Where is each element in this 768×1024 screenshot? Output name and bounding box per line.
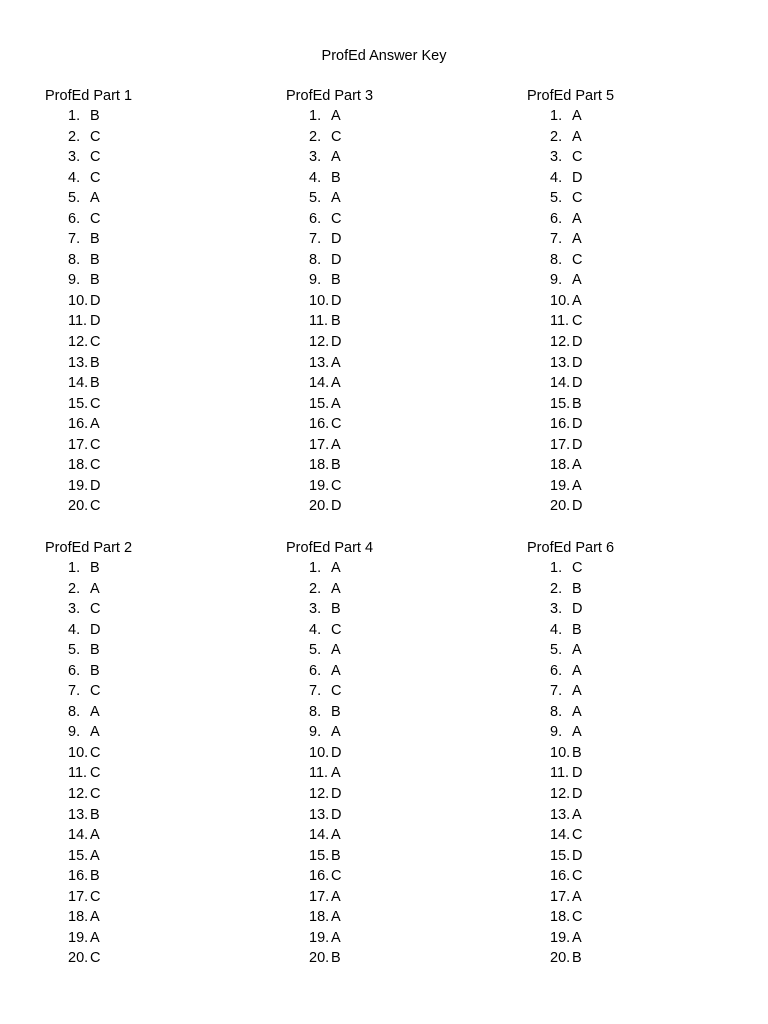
answer-section-part-1: [45, 86, 245, 517]
page-title: ProfEd Answer Key: [321, 48, 447, 64]
answer-letter: B: [572, 580, 582, 597]
answer-letter: C: [90, 457, 101, 474]
answer-row: 6. A: [527, 209, 727, 230]
answer-letter: C: [90, 683, 101, 700]
answer-letter: A: [331, 662, 341, 679]
answer-row: 14. A: [286, 373, 486, 394]
answer-letter: A: [572, 683, 582, 700]
answer-row: 11. B: [286, 311, 486, 332]
answer-section-part-5: [527, 86, 727, 517]
answer-row: 11. D: [527, 763, 727, 784]
answer-row: 9. A: [527, 722, 727, 743]
answer-letter: A: [90, 929, 100, 946]
answer-letter: D: [572, 416, 583, 433]
answer-row: 15. C: [45, 394, 245, 415]
answer-letter: D: [572, 847, 583, 864]
answer-row: 3. C: [45, 147, 245, 168]
answer-row: 8. B: [45, 250, 245, 271]
answer-letter: A: [331, 642, 341, 659]
answer-letter: C: [90, 498, 101, 515]
answer-letter: D: [331, 786, 342, 803]
answer-letter: B: [90, 642, 100, 659]
answer-letter: C: [90, 744, 101, 761]
answer-letter: D: [331, 806, 342, 823]
answer-letter: A: [572, 292, 582, 309]
answer-row: 18. A: [527, 455, 727, 476]
answer-letter: A: [331, 909, 341, 926]
answer-letter: A: [331, 888, 341, 905]
answer-row: 1. B: [45, 558, 245, 579]
answer-row: 9. A: [527, 270, 727, 291]
answer-letter: D: [572, 765, 583, 782]
answer-letter: A: [572, 210, 582, 227]
answer-row: 15. A: [286, 394, 486, 415]
answer-letter: B: [331, 950, 341, 967]
answer-row: 6. B: [45, 661, 245, 682]
answer-letter: A: [90, 827, 100, 844]
answer-row: 1. C: [527, 558, 727, 579]
answer-row: 15. D: [527, 846, 727, 867]
answer-letter: B: [331, 169, 341, 186]
section-title: ProfEd Part 3: [286, 88, 374, 104]
answer-row: 5. A: [286, 640, 486, 661]
answer-row: 8. A: [45, 702, 245, 723]
answer-letter: B: [90, 251, 100, 268]
answer-row: 9. A: [286, 722, 486, 743]
answer-letter: B: [572, 950, 582, 967]
answer-row: 13. D: [286, 805, 486, 826]
answer-letter: C: [331, 868, 342, 885]
answer-letter: D: [572, 375, 583, 392]
answer-letter: A: [90, 847, 100, 864]
answer-letter: C: [90, 395, 101, 412]
section-title: ProfEd Part 1: [45, 88, 133, 104]
section-title: ProfEd Part 6: [527, 540, 615, 556]
answer-row: 17. A: [286, 435, 486, 456]
answer-letter: C: [90, 334, 101, 351]
answer-letter: A: [331, 827, 341, 844]
answer-letter: C: [331, 416, 342, 433]
answer-list: [527, 106, 727, 517]
answer-letter: D: [90, 621, 101, 638]
answer-row: 18. C: [45, 455, 245, 476]
answer-row: 19. C: [286, 476, 486, 497]
answer-row: 10. C: [45, 743, 245, 764]
answer-letter: C: [572, 909, 583, 926]
answer-letter: C: [90, 765, 101, 782]
answer-list: [527, 558, 727, 969]
answer-letter: B: [331, 313, 341, 330]
answer-letter: D: [90, 292, 101, 309]
section-title: ProfEd Part 2: [45, 540, 133, 556]
answer-row: 16. C: [286, 414, 486, 435]
answer-letter: A: [572, 662, 582, 679]
answer-row: 19. D: [45, 476, 245, 497]
answer-row: 19. A: [45, 928, 245, 949]
answer-row: 14. B: [45, 373, 245, 394]
answer-row: 16. C: [286, 866, 486, 887]
answer-row: 15. A: [45, 846, 245, 867]
answer-row: 15. B: [286, 846, 486, 867]
answer-row: 2. A: [527, 127, 727, 148]
answer-section-part-4: [286, 538, 486, 969]
answer-row: 2. B: [527, 579, 727, 600]
answer-row: 1. A: [286, 106, 486, 127]
answer-row: 5. C: [527, 188, 727, 209]
answer-row: 9. A: [45, 722, 245, 743]
answer-letter: C: [572, 190, 583, 207]
answer-list: [45, 558, 245, 969]
answer-row: 6. C: [45, 209, 245, 230]
answer-letter: D: [331, 292, 342, 309]
answer-letter: A: [90, 580, 100, 597]
answer-row: 19. A: [527, 928, 727, 949]
answer-row: 5. A: [527, 640, 727, 661]
answer-row: 4. C: [45, 168, 245, 189]
answer-letter: B: [331, 457, 341, 474]
answer-section-part-6: [527, 538, 727, 969]
answer-letter: D: [572, 334, 583, 351]
answer-letter: D: [331, 498, 342, 515]
answer-letter: D: [572, 786, 583, 803]
answer-letter: D: [331, 251, 342, 268]
answer-row: 8. C: [527, 250, 727, 271]
answer-letter: A: [331, 765, 341, 782]
answer-list: [286, 558, 486, 969]
answer-letter: C: [90, 601, 101, 618]
answer-row: 17. A: [286, 887, 486, 908]
answer-row: 13. D: [527, 353, 727, 374]
answer-letter: B: [572, 744, 582, 761]
answer-letter: D: [90, 477, 101, 494]
answer-row: 19. A: [527, 476, 727, 497]
answer-letter: D: [572, 354, 583, 371]
answer-row: 20. B: [286, 948, 486, 969]
answer-row: 14. A: [45, 825, 245, 846]
answer-letter: A: [572, 457, 582, 474]
answer-letter: C: [331, 621, 342, 638]
answer-letter: B: [572, 621, 582, 638]
answer-row: 10. D: [45, 291, 245, 312]
answer-letter: A: [90, 909, 100, 926]
answer-row: 10. A: [527, 291, 727, 312]
answer-letter: B: [90, 662, 100, 679]
answer-letter: A: [572, 724, 582, 741]
answer-row: 3. C: [527, 147, 727, 168]
answer-row: 1. A: [286, 558, 486, 579]
answer-letter: C: [572, 313, 583, 330]
answer-letter: D: [572, 169, 583, 186]
answer-row: 7. C: [286, 681, 486, 702]
answer-letter: B: [90, 108, 100, 124]
answer-letter: A: [331, 354, 341, 371]
answer-letter: C: [90, 950, 101, 967]
answer-letter: B: [90, 560, 100, 576]
answer-row: 4. D: [527, 168, 727, 189]
answer-row: 16. B: [45, 866, 245, 887]
answer-letter: A: [90, 416, 100, 433]
answer-row: 19. A: [286, 928, 486, 949]
answer-row: 17. C: [45, 435, 245, 456]
answer-row: 7. B: [45, 229, 245, 250]
answer-letter: B: [90, 806, 100, 823]
answer-row: 5. A: [45, 188, 245, 209]
answer-row: 17. C: [45, 887, 245, 908]
answer-letter: A: [331, 108, 341, 124]
answer-letter: D: [90, 313, 101, 330]
answer-row: 7. A: [527, 229, 727, 250]
answer-row: 10. D: [286, 291, 486, 312]
answer-letter: A: [90, 724, 100, 741]
answer-letter: B: [90, 354, 100, 371]
answer-letter: D: [572, 601, 583, 618]
answer-letter: A: [572, 108, 582, 124]
answer-row: 18. C: [527, 907, 727, 928]
answer-row: 16. C: [527, 866, 727, 887]
answer-letter: A: [572, 477, 582, 494]
answer-letter: A: [331, 375, 341, 392]
answer-letter: B: [331, 601, 341, 618]
answer-row: 7. C: [45, 681, 245, 702]
answer-letter: B: [90, 231, 100, 248]
answer-row: 12. D: [286, 784, 486, 805]
answer-letter: C: [572, 827, 583, 844]
answer-letter: C: [331, 477, 342, 494]
answer-row: 6. A: [527, 661, 727, 682]
answer-letter: A: [572, 929, 582, 946]
answer-row: 6. A: [286, 661, 486, 682]
answer-row: 12. C: [45, 332, 245, 353]
answer-letter: A: [331, 190, 341, 207]
answer-letter: A: [572, 806, 582, 823]
answer-row: 4. C: [286, 620, 486, 641]
answer-row: 4. D: [45, 620, 245, 641]
answer-letter: A: [331, 395, 341, 412]
answer-row: 12. C: [45, 784, 245, 805]
answer-row: 11. C: [527, 311, 727, 332]
answer-letter: C: [331, 210, 342, 227]
answer-row: 9. B: [286, 270, 486, 291]
answer-row: 3. A: [286, 147, 486, 168]
answer-letter: B: [90, 375, 100, 392]
answer-row: 12. D: [527, 332, 727, 353]
answer-letter: C: [331, 683, 342, 700]
answer-row: 13. B: [45, 353, 245, 374]
answer-row: 2. A: [286, 579, 486, 600]
answer-letter: C: [90, 149, 101, 166]
answer-letter: A: [331, 560, 341, 576]
answer-row: 5. B: [45, 640, 245, 661]
answer-letter: A: [331, 580, 341, 597]
answer-row: 8. A: [527, 702, 727, 723]
answer-letter: A: [572, 128, 582, 145]
answer-row: 10. D: [286, 743, 486, 764]
answer-letter: C: [572, 149, 583, 166]
answer-letter: B: [331, 703, 341, 720]
answer-row: 13. A: [527, 805, 727, 826]
answer-letter: A: [90, 190, 100, 207]
answer-row: 11. D: [45, 311, 245, 332]
answer-list: [286, 106, 486, 517]
answer-letter: B: [331, 272, 341, 289]
answer-letter: A: [331, 929, 341, 946]
answer-letter: A: [572, 272, 582, 289]
answer-row: 20. C: [45, 496, 245, 517]
answer-row: 3. B: [286, 599, 486, 620]
answer-row: 7. D: [286, 229, 486, 250]
answer-letter: B: [90, 868, 100, 885]
answer-row: 10. B: [527, 743, 727, 764]
answer-row: 2. A: [45, 579, 245, 600]
answer-row: 20. D: [286, 496, 486, 517]
answer-row: 8. B: [286, 702, 486, 723]
answer-letter: C: [90, 210, 101, 227]
answer-list: [45, 106, 245, 517]
answer-letter: D: [331, 231, 342, 248]
answer-row: 2. C: [45, 127, 245, 148]
answer-row: 17. A: [527, 887, 727, 908]
answer-letter: A: [331, 149, 341, 166]
answer-letter: A: [90, 703, 100, 720]
answer-row: 7. A: [527, 681, 727, 702]
answer-letter: C: [331, 128, 342, 145]
answer-letter: B: [90, 272, 100, 289]
answer-row: 4. B: [286, 168, 486, 189]
answer-letter: A: [572, 231, 582, 248]
answer-letter: A: [331, 724, 341, 741]
answer-row: 2. C: [286, 127, 486, 148]
answer-letter: C: [572, 868, 583, 885]
answer-row: 1. B: [45, 106, 245, 127]
answer-section-part-3: [286, 86, 486, 517]
section-title: ProfEd Part 5: [527, 88, 615, 104]
answer-row: 16. A: [45, 414, 245, 435]
answer-row: 17. D: [527, 435, 727, 456]
answer-row: 5. A: [286, 188, 486, 209]
answer-row: 20. D: [527, 496, 727, 517]
answer-row: 16. D: [527, 414, 727, 435]
answer-letter: C: [90, 128, 101, 145]
answer-row: 1. A: [527, 106, 727, 127]
answer-row: 20. B: [527, 948, 727, 969]
answer-row: 3. D: [527, 599, 727, 620]
answer-row: 11. C: [45, 763, 245, 784]
answer-letter: A: [572, 642, 582, 659]
answer-row: 6. C: [286, 209, 486, 230]
section-title: ProfEd Part 4: [286, 540, 374, 556]
answer-letter: B: [572, 395, 582, 412]
answer-letter: B: [331, 847, 341, 864]
answer-row: 13. B: [45, 805, 245, 826]
answer-letter: D: [572, 498, 583, 515]
answer-row: 18. A: [45, 907, 245, 928]
answer-letter: A: [331, 436, 341, 453]
answer-row: 12. D: [286, 332, 486, 353]
answer-letter: D: [331, 744, 342, 761]
answer-row: 8. D: [286, 250, 486, 271]
answer-row: 12. D: [527, 784, 727, 805]
answer-letter: D: [572, 436, 583, 453]
answer-row: 4. B: [527, 620, 727, 641]
answer-letter: C: [572, 251, 583, 268]
answer-row: 13. A: [286, 353, 486, 374]
answer-row: 14. A: [286, 825, 486, 846]
answer-section-part-2: [45, 538, 245, 969]
answer-row: 14. C: [527, 825, 727, 846]
answer-row: 11. A: [286, 763, 486, 784]
answer-letter: C: [572, 560, 583, 576]
answer-row: 14. D: [527, 373, 727, 394]
answer-letter: A: [572, 888, 582, 905]
answer-row: 9. B: [45, 270, 245, 291]
answer-letter: C: [90, 888, 101, 905]
answer-letter: C: [90, 436, 101, 453]
answer-letter: A: [572, 703, 582, 720]
answer-row: 3. C: [45, 599, 245, 620]
answer-row: 20. C: [45, 948, 245, 969]
answer-row: 18. B: [286, 455, 486, 476]
answer-row: 15. B: [527, 394, 727, 415]
answer-letter: D: [331, 334, 342, 351]
answer-row: 18. A: [286, 907, 486, 928]
answer-letter: C: [90, 169, 101, 186]
answer-letter: C: [90, 786, 101, 803]
